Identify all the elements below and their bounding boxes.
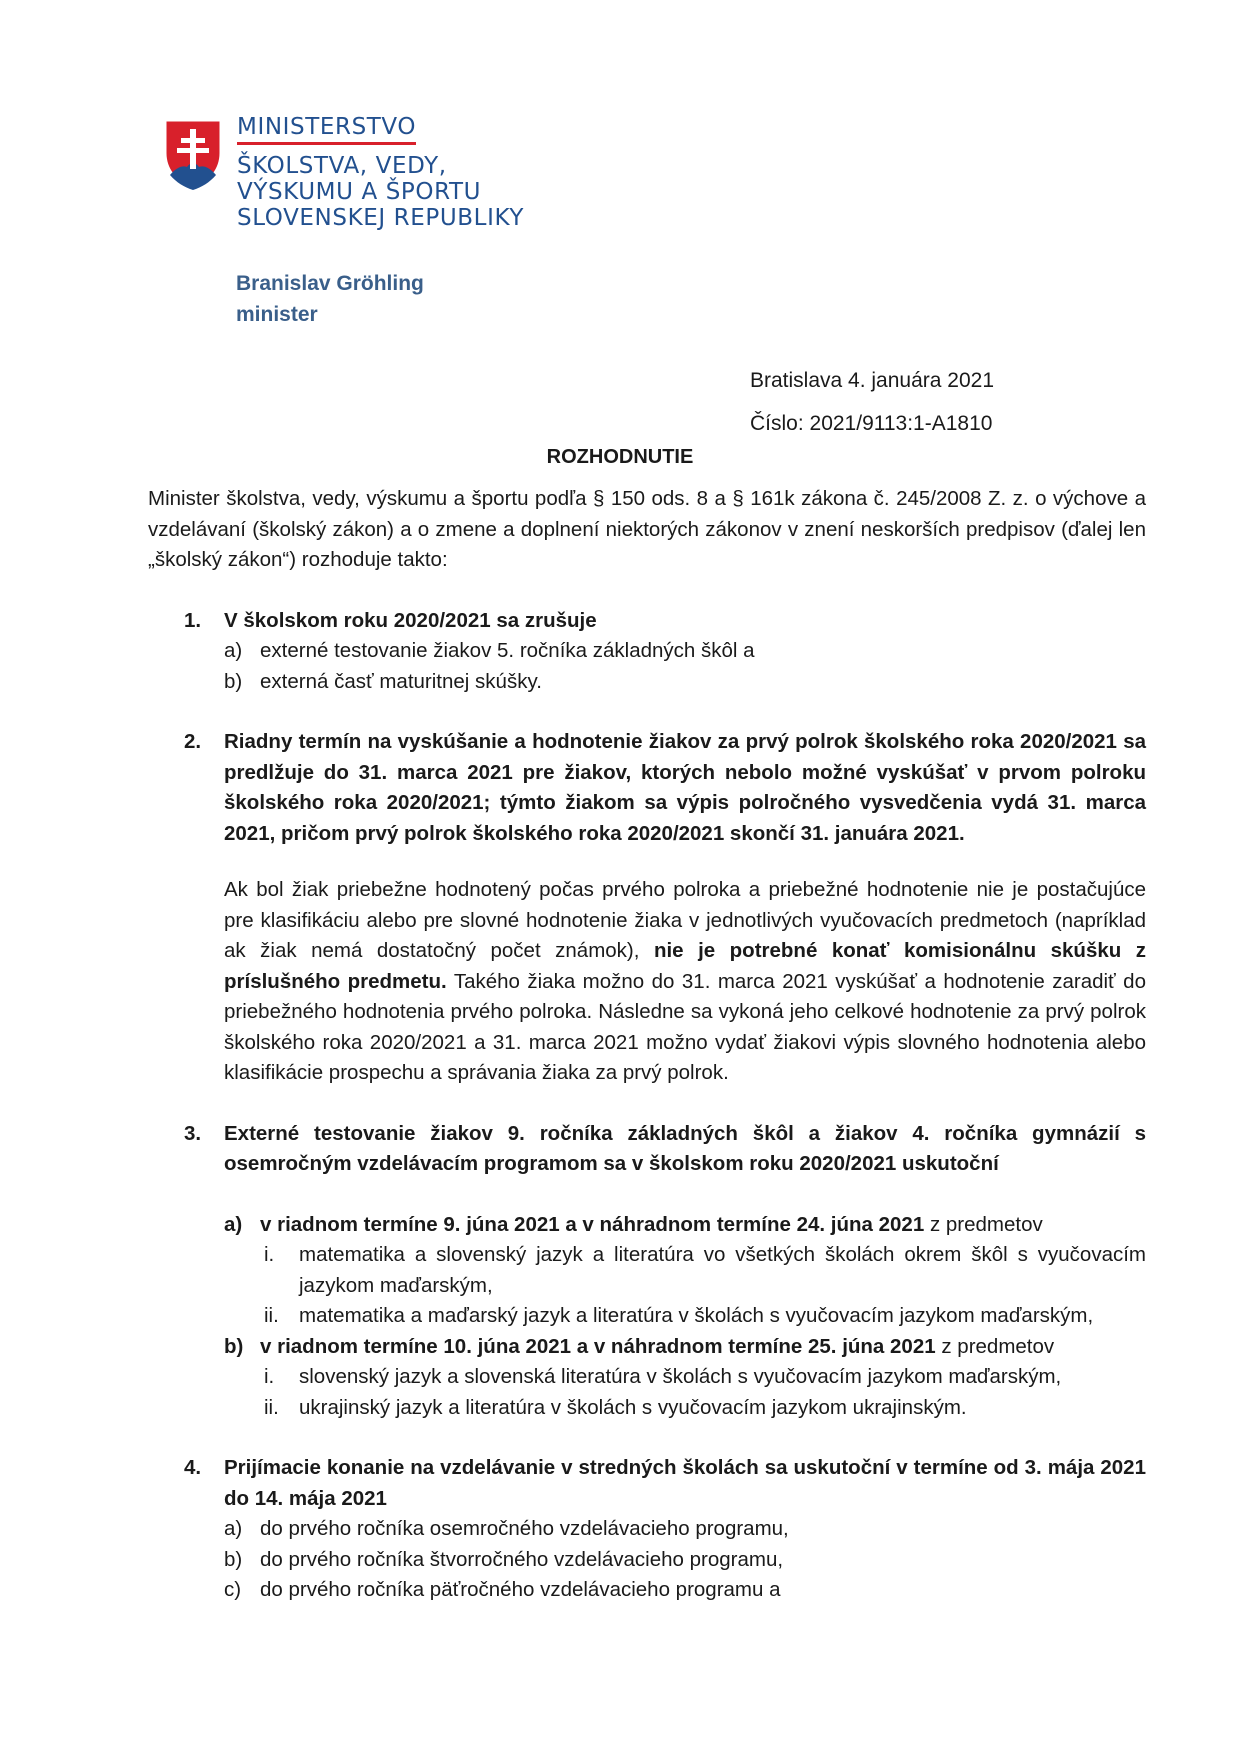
section-heading: V školskom roku 2020/2021 sa zrušuje <box>224 608 597 632</box>
list-text: do prvého ročníka štvorročného vzdelávacieho programu, <box>260 1547 784 1571</box>
list-text: ukrajinský jazyk a literatúra v školách s vyučovacím jazykom ukrajinským. <box>299 1395 967 1419</box>
list-item <box>224 1514 1146 1545</box>
list-label: i. <box>264 1243 275 1266</box>
list-label: ii. <box>264 1304 279 1327</box>
section-heading: Riadny termín na vyskúšanie a hodnotenie žiakov za prvý polrok školského roka 2020/2021 sa predlžuje do 31. marca 2021 pre žiakov, ktorých nebolo možné vyskúšať v prvom polroku školského roka 2020/2021; týmto žiakom sa výpis polročného vysvedčenia vydá 31. marca 2021, pričom prvý polrok školského roka 2020/2021 skončí 31. januára 2021. <box>224 730 1146 845</box>
list-text: matematika a maďarský jazyk a literatúra v školách s vyučovacím jazykom maďarským, <box>299 1304 1094 1327</box>
document-title: ROZHODNUTIE <box>546 446 694 468</box>
list-text: externá časť maturitnej skúšky. <box>260 669 542 693</box>
section-3 <box>148 1119 1146 1424</box>
list-rest-text: z predmetov <box>929 1212 1043 1236</box>
list-bold-text: v riadnom termíne 9. júna 2021 a v náhradnom termíne 24. júna 2021 <box>260 1212 925 1236</box>
list-item <box>224 1575 1146 1606</box>
slovak-coat-of-arms-icon <box>162 117 224 193</box>
section-number: 2. <box>184 730 202 753</box>
list-text <box>260 1332 1146 1363</box>
list-label: b) <box>224 669 243 693</box>
ministry-line-1: MINISTERSTVO <box>237 114 416 145</box>
minister-name: Branislav Gröhling <box>236 272 424 295</box>
paragraph-text: Ak bol žiak priebežne hodnotený počas prvého polroka a priebežné hodnotenie nie je postačujúce pre klasifikáciu alebo pre slovné hodnotenie žiaka v jednotlivých vyučovacích predmetoch (napríklad ak žiak nemá dostatočný počet známok), <box>224 878 1146 962</box>
list-bold-text: v riadnom termíne 10. júna 2021 a v náhradnom termíne 25. júna 2021 <box>260 1334 936 1358</box>
list-label: a) <box>224 639 243 662</box>
list-label: b) <box>224 1334 244 1358</box>
list-label: a) <box>224 1212 243 1236</box>
list-item <box>224 667 1146 698</box>
list-text: externé testovanie žiakov 5. ročníka základných škôl a <box>260 639 755 662</box>
ministry-name <box>237 114 524 231</box>
ministry-line-2: ŠKOLSTVA, VEDY, <box>237 153 447 179</box>
list-item <box>224 1332 1146 1363</box>
list-text: do prvého ročníka osemročného vzdelávacieho programu, <box>260 1517 789 1540</box>
document-body <box>148 484 1146 1606</box>
paragraph-text: Takého žiaka možno do 31. marca 2021 vyskúšať a hodnotenie zaradiť do priebežného hodnotenia prvého polroka. Následne sa vykoná jeho celkové hodnotenie za prvý polrok školského roka 2020/2021 a 31. marca 2021 možno vydať žiakovi výpis slovného hodnotenia alebo klasifikácie prospechu a správania žiaka za prvý polrok. <box>224 969 1146 1084</box>
minister-block <box>236 268 424 330</box>
list-subitem <box>224 1362 1146 1393</box>
section-paragraph <box>224 875 1146 1089</box>
section-number: 3. <box>184 1121 202 1145</box>
list-subitem <box>224 1301 1146 1332</box>
list-label: ii. <box>264 1395 279 1419</box>
section-heading: Prijímacie konanie na vzdelávanie v stredných školách sa uskutoční v termíne od 3. mája 2021 do 14. mája 2021 <box>224 1456 1146 1510</box>
list-text: slovenský jazyk a slovenská literatúra v školách s vyučovacím jazykom maďarským, <box>299 1365 1062 1388</box>
list-text: matematika a slovenský jazyk a literatúra vo všetkých školách okrem škôl s vyučovacím jazykom maďarským, <box>299 1243 1146 1297</box>
section-number: 1. <box>184 608 202 632</box>
list-item <box>224 636 1146 667</box>
list-subitem <box>224 1393 1146 1424</box>
section-2 <box>148 727 1146 1089</box>
list-label: b) <box>224 1547 243 1571</box>
document-meta <box>750 359 994 445</box>
ministry-line-3: VÝSKUMU A ŠPORTU <box>237 179 482 205</box>
section-1 <box>148 606 1146 698</box>
paragraph-bold-text: nie je potrebné konať komisionálnu skúšku z príslušného predmetu. <box>224 939 1147 993</box>
document-number: Číslo: 2021/9113:1-A1810 <box>750 412 993 435</box>
list-rest-text: z predmetov <box>941 1334 1055 1358</box>
list-label: i. <box>264 1365 275 1388</box>
place-date: Bratislava 4. januára 2021 <box>750 369 994 392</box>
list-text <box>260 1210 1146 1241</box>
list-item <box>224 1210 1146 1241</box>
minister-title: minister <box>236 303 318 326</box>
list-text: do prvého ročníka päťročného vzdelávacieho programu a <box>260 1578 781 1601</box>
list-subitem <box>224 1240 1146 1301</box>
list-item <box>224 1545 1146 1576</box>
section-heading: Externé testovanie žiakov 9. ročníka základných škôl a žiakov 4. ročníka gymnázií s osemročným vzdelávacím programom sa v školskom roku 2020/2021 uskutoční <box>224 1121 1146 1175</box>
list-label: c) <box>224 1578 242 1601</box>
list-label: a) <box>224 1517 243 1540</box>
section-number: 4. <box>184 1456 202 1479</box>
ministry-line-4: SLOVENSKEJ REPUBLIKY <box>237 205 524 231</box>
intro-paragraph: Minister školstva, vedy, výskumu a športu podľa § 150 ods. 8 a § 161k zákona č. 245/2008 Z. z. o výchove a vzdelávaní (školský zákon) a o zmene a doplnení niektorých zákonov v znení neskorších predpisov (ďalej len „školský zákon“) rozhoduje takto: <box>148 487 1146 571</box>
section-4 <box>148 1453 1146 1606</box>
